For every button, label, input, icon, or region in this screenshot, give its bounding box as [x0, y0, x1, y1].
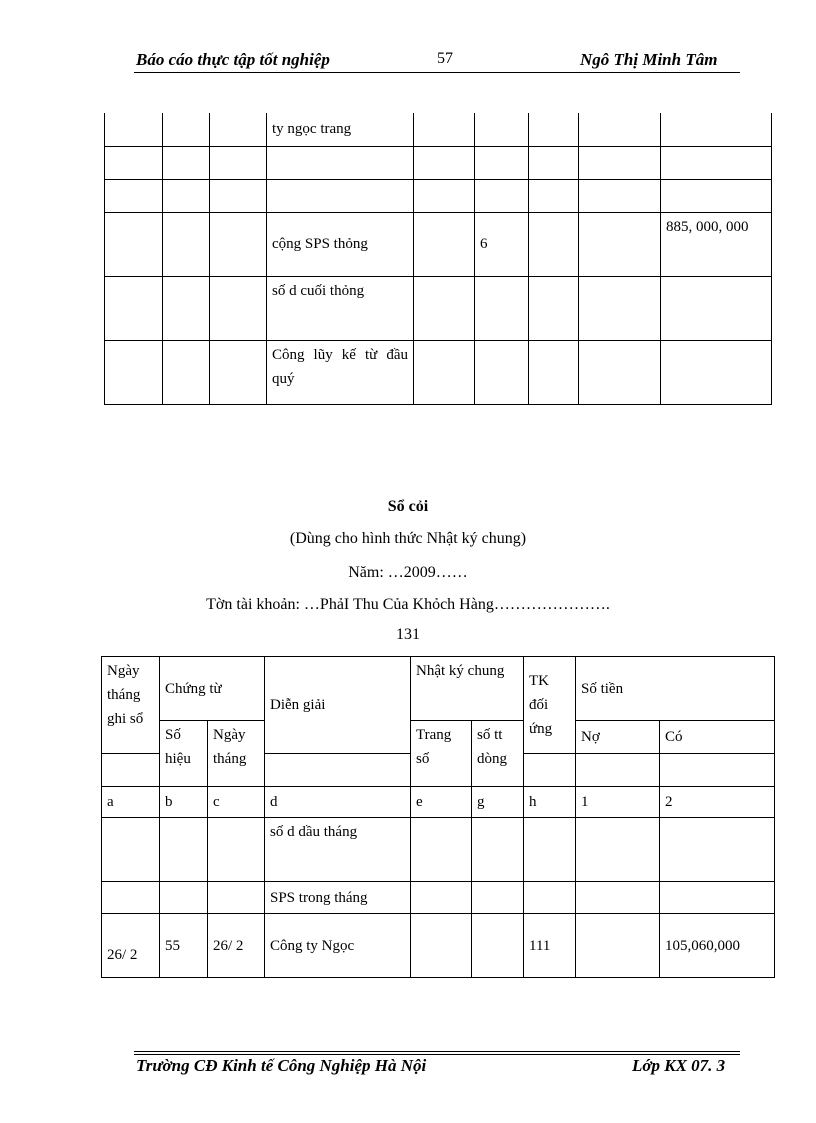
header-description: Diễn giải [265, 657, 411, 754]
footer-school: Trường CĐ Kinh tế Công Nghiệp Hà Nội [136, 1056, 427, 1075]
row-value: 6 [475, 212, 529, 276]
header-voucher: Chứng từ [160, 657, 265, 721]
row-value [475, 113, 529, 146]
header-voucher-no: Số hiệu [160, 721, 208, 787]
page-number: 57 [437, 50, 453, 67]
cell-line [472, 882, 524, 914]
cell-voucher-no [160, 882, 208, 914]
cell-date [102, 882, 160, 914]
cell-date: 26/ 2 [102, 914, 160, 978]
table-row [102, 882, 775, 914]
row-amount [661, 113, 772, 146]
row-description: Công lũy kế từ đầu quý [267, 340, 414, 404]
header-author: Ngô Thị Minh Tâm [580, 50, 718, 69]
header-date: Ngày tháng ghi sổ [102, 657, 160, 754]
cell-debit [576, 914, 660, 978]
cell-description: Công ty Ngọc [265, 914, 411, 978]
cell-voucher-date [208, 882, 265, 914]
row-amount [661, 146, 772, 179]
code-cell: h [524, 787, 576, 818]
table-row [105, 146, 772, 179]
cell-page [411, 818, 472, 882]
footer-class: Lớp KX 07. 3 [632, 1056, 726, 1075]
header-voucher-date: Ngày tháng [208, 721, 265, 787]
row-description: số d cuối thỏng [267, 276, 414, 340]
table-row [105, 276, 772, 340]
table-row [105, 212, 772, 276]
header-journal-line: số tt dòng [472, 721, 524, 787]
ledger-year: Năm: …2009…… [348, 564, 468, 581]
table-row [105, 340, 772, 404]
cell-credit [660, 882, 775, 914]
header-journal-page: Trang số [411, 721, 472, 787]
cell-debit [576, 882, 660, 914]
row-description: cộng SPS thỏng [267, 212, 414, 276]
header-amount: Số tiền [576, 657, 775, 721]
cell-voucher-no: 55 [160, 914, 208, 978]
table-row [102, 818, 775, 882]
footer-rule [134, 1054, 740, 1055]
ledger-account-number: 131 [396, 626, 420, 643]
cell-credit [660, 818, 775, 882]
cell-contra-account [524, 818, 576, 882]
code-cell: 2 [660, 787, 775, 818]
row-description: ty ngọc trang [267, 113, 414, 146]
cell-description: SPS trong tháng [265, 882, 411, 914]
header-contra-account: TK đối ứng [524, 657, 576, 754]
continuation-table [104, 113, 772, 405]
code-cell: g [472, 787, 524, 818]
cell-contra-account: 111 [524, 914, 576, 978]
cell-line [472, 914, 524, 978]
cell-line [472, 818, 524, 882]
row-value [475, 179, 529, 212]
cell-debit [576, 818, 660, 882]
row-amount [661, 179, 772, 212]
row-amount [661, 340, 772, 404]
code-cell: d [265, 787, 411, 818]
code-cell: c [208, 787, 265, 818]
ledger-account-name: Tờn tài khoản: …PhảI Thu Của Khỏch Hàng…………………. [206, 596, 610, 613]
cell-description: số d dầu tháng [265, 818, 411, 882]
code-cell: e [411, 787, 472, 818]
row-value [475, 340, 529, 404]
code-cell: 1 [576, 787, 660, 818]
cell-voucher-no [160, 818, 208, 882]
footer-rule [134, 1051, 740, 1052]
code-row [102, 787, 775, 818]
ledger-title: Sổ cỏi [387, 498, 429, 515]
row-value [475, 276, 529, 340]
code-cell: b [160, 787, 208, 818]
table-row [105, 113, 772, 146]
header-journal: Nhật ký chung [411, 657, 524, 721]
header-rule [134, 72, 740, 73]
cell-date [102, 818, 160, 882]
cell-page [411, 914, 472, 978]
table-row [102, 914, 775, 978]
code-cell: a [102, 787, 160, 818]
header-report-title: Báo cáo thực tập tốt nghiệp [136, 50, 330, 69]
row-amount: 885, 000, 000 [661, 212, 772, 276]
cell-voucher-date [208, 818, 265, 882]
cell-page [411, 882, 472, 914]
cell-voucher-date: 26/ 2 [208, 914, 265, 978]
header-debit: Nợ [576, 721, 660, 754]
row-value [475, 146, 529, 179]
header-credit: Có [660, 721, 775, 754]
table-row [105, 179, 772, 212]
cell-credit: 105,060,000 [660, 914, 775, 978]
ledger-table [101, 656, 775, 978]
row-amount [661, 276, 772, 340]
row-description [267, 146, 414, 179]
cell-contra-account [524, 882, 576, 914]
row-description [267, 179, 414, 212]
ledger-subtitle: (Dùng cho hình thức Nhật ký chung) [289, 530, 527, 547]
